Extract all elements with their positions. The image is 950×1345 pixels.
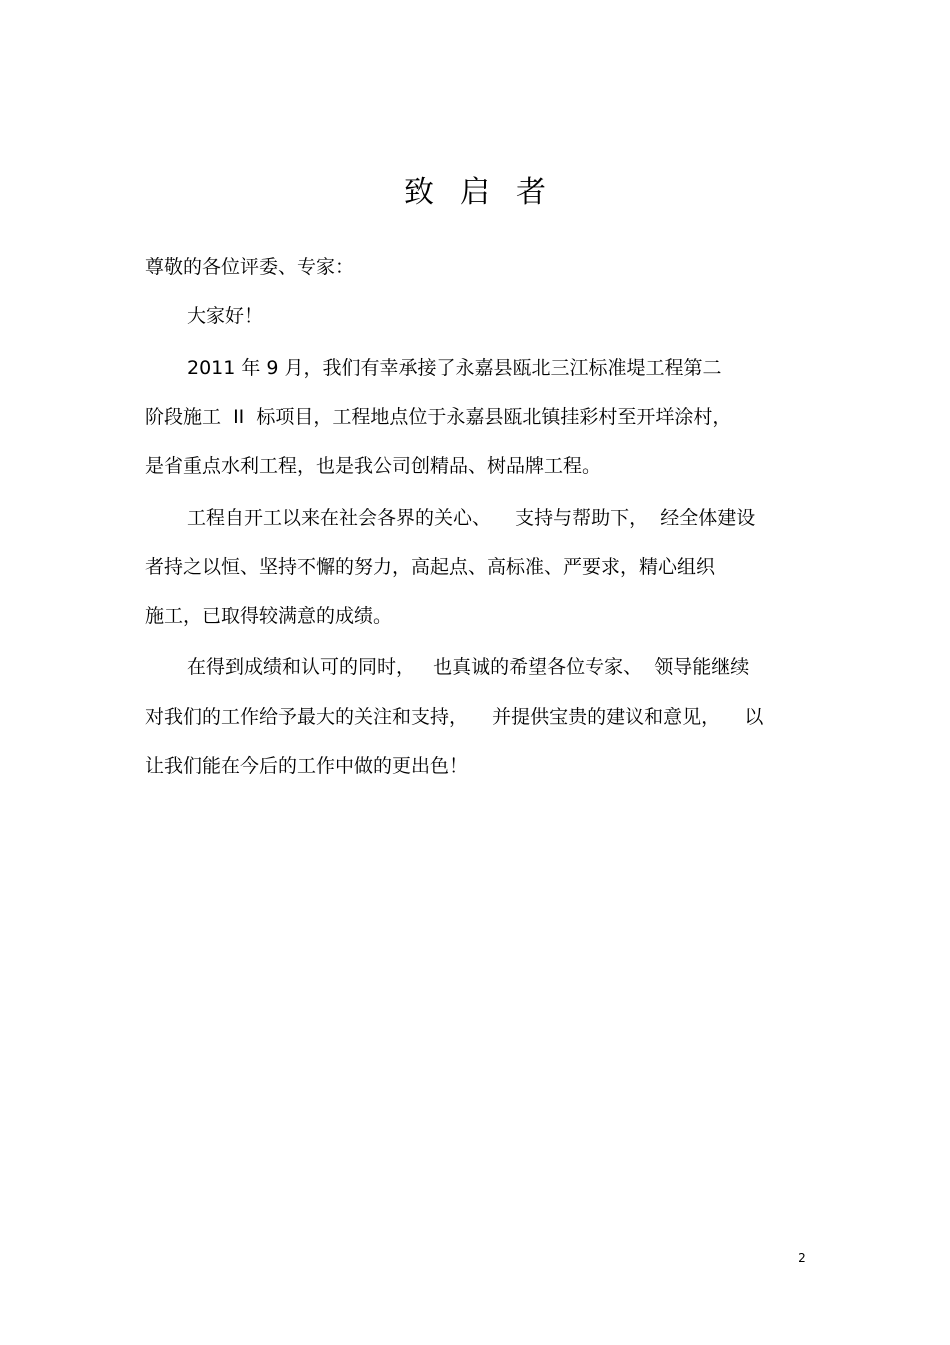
paragraph-3-line-3: 让我们能在今后的工作中做的更出色！ [145, 755, 469, 777]
paragraph-1-line-3: 是省重点水利工程，也是我公司创精品、树品牌工程。 [145, 455, 602, 477]
greeting: 大家好！ [187, 305, 264, 327]
salutation: 尊敬的各位评委、专家： [145, 256, 355, 278]
paragraph-1-line-2: 阶段施工 II 标项目，工程地点位于永嘉县瓯北镇挂彩村至开垟涂村， [145, 406, 732, 428]
page-number: 2 [798, 1251, 806, 1265]
page-title: 致启者 [404, 175, 572, 210]
paragraph-2-line-1: 工程自开工以来在社会各界的关心、 支持与帮助下， 经全体建设 [187, 507, 756, 529]
paragraph-2-line-2: 者持之以恒、坚持不懈的努力，高起点、高标准、严要求，精心组织 [145, 556, 716, 578]
paragraph-3-line-2: 对我们的工作给予最大的关注和支持， 并提供宝贵的建议和意见， 以 [145, 706, 764, 728]
paragraph-3-line-1: 在得到成绩和认可的同时， 也真诚的希望各位专家、 领导能继续 [187, 656, 750, 678]
paragraph-2-line-3: 施工，已取得较满意的成绩。 [145, 605, 393, 627]
paragraph-1-line-1: 2011 年 9 月，我们有幸承接了永嘉县瓯北三江标准堤工程第二 [187, 357, 722, 379]
